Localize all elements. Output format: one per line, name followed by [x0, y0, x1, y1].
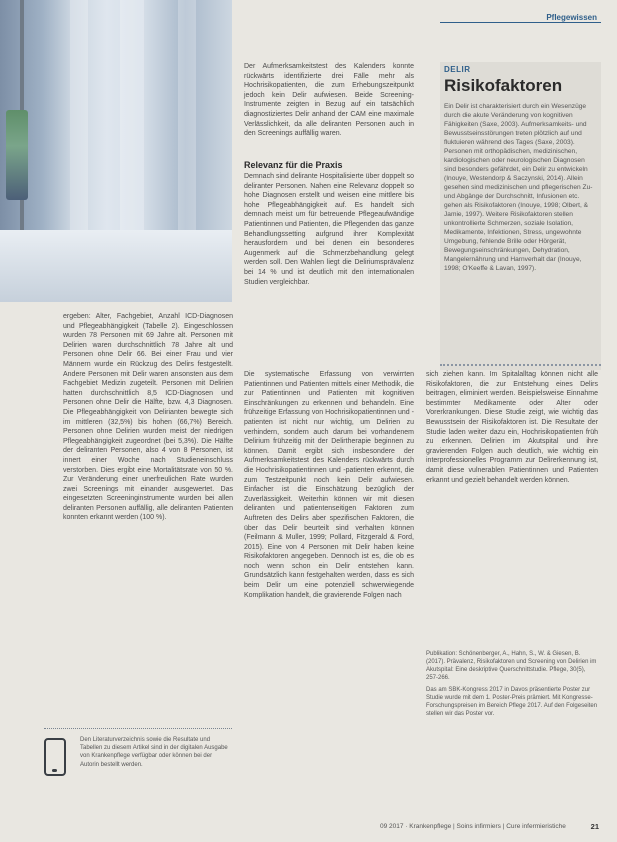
info-box-title: Risikofaktoren: [444, 76, 563, 95]
hospital-room-photo: [0, 0, 232, 302]
medical-device: [6, 110, 28, 200]
column-middle-relevanz: [244, 172, 414, 287]
column-right-text: sich ziehen kann. Im Spitalalltag können nicht alle Risikofaktoren, die zur Entstehung eines Delirs beitragen, eliminiert werden. Beispielsweise Einnahme bestimmter Medikamente oder Alter oder Vorerkrankungen. Diese Studie zeigt, wie wichtig das Bewusstsein der Risikofaktoren ist. Die Resultate der Studie laden weiter dazu ein, Hochrisikopatienten früh zu erkennen. Delirien im Akutspital und ihre gravierenden Folgen auch deutlich, wie wichtig ein interprofessionelles Programm zur Delirerkennung ist, damit diese vulnerablen Patientinnen und Patienten erkannt und gezielt behandelt werden können.: [426, 371, 598, 484]
column-middle-bottom: [244, 370, 414, 600]
column-middle-bottom-text: Die systematische Erfassung von verwirrten Patientinnen und Patienten mittels einer Methodik, die zur Patientinnen und Patienten mit kognitiven Einschränkungen zu erkennen und behandeln. Eine frühzeitige Erfassung von Hochrisikopatientinnen und -patienten ist nicht nur wichtig, um Delirien zu verhindern, sondern auch darum bei vorhandenem Delirium frühzeitig mit der Delirtherapie beginnen zu können. Damit ergibt sich insbesondere der Aufmerksamkeitstest des Kalenders rückwärts durch die Hochrisikopatientinnen und -patienten erkennt, die zum Testzeitpunkt noch kein Delir aufwiesen. Einfacher ist die Einschätzung bezüglich der Zuverlässigkeit. Weiterhin können wir mit diesen deliranten und patientenseitigen Faktoren zum Auftreten des Delirs aber spezifischen Faktoren, die über das Delir beurteilt sind verhalten können (Feilmann & Muller, 1999; Pollard, Fitzgerald & Ford, 2015). Eine von 4 Personen mit Delir haben keine Risikofaktoren angegeben. Dennoch ist es, die ob es noch wenn schon ein Delir entstehen kann. Grundsätzlich kann festgehalten werden, dass es sich beim Delir um eine potenziell schwerwiegende Komplikation handelt, die gravierende Folgen nach: [244, 371, 414, 599]
reference-publication: Publikation: Schönenberger, A., Hahn, S., W. & Giesen, B. (2017). Prävalenz, Risikofaktoren und Screening von Delirien im Akutspital: Eine deskriptive Querschnittstudie. Pflege, 30(5), 257-266.: [426, 651, 597, 681]
hospital-bed: [0, 230, 232, 302]
subheading-relevanz: Relevanz für die Praxis: [244, 160, 343, 170]
reference-poster-note: Das am SBK-Kongress 2017 in Davos präsentierte Poster zur Studie wurde mit dem 1. Poster-Preis prämiert. Mit Kongresse-Forschungspreisen im Bereich Pflege 2017. Auf den Folgeseiten stellen wir das Poster vor.: [426, 687, 598, 717]
column-left-text: ergeben: Alter, Fachgebiet, Anzahl ICD-Diagnosen und Pflegeabhängigkeit (Tabelle 2). Eingeschlossen wurden 78 Personen mit 69 Jahre alt. Personen mit Delirien waren durchschnittlich 78 Jahre alt und Personen ohne Delir 66. Bei einer Frau und vier Männern wurde ein Rückzug des Delirs festgestellt. Andere Personen mit Delir waren ansonsten aus dem Fachgebiet Medizin zugeteilt. Personen mit Delirien hatten durchschnittlich 8,5 ICD-Diagnosen und Personen ohne Delir die Hälfte, bzw. 4,3 Diagnosen. Die Pflegeabhängigkeit von Delirianten bewegte sich im mittleren (32,5%) bis hohen (66,7%) Bereich. Personen ohne Delirien wurden meist der niedrigen Pflegeabhängigkeit zugeordnet (bei 5,3%). Die Hälfte der deliranten Personen, also 4 von 8 Personen, ist innert einer Woche nach Studieneinschluss verstorben. Dies ergibt eine Mortalitätsrate von 50 %. Zur Veränderung einer unerfreulichen Rate wurden zwei Screenings mit einander ausgewertet. Das eingesetzten Screeninginstrumente wurden bei allen deliranten Personen auffällig, alle deliranten Patienten konnten erkannt werden (100 %).: [63, 313, 233, 522]
dotted-divider: [440, 364, 601, 366]
column-middle-top-text: Der Aufmerksamkeitstest des Kalenders konnte rückwärts identifizierte drei Fälle mehr als Hochrisikopatienten, die zum Erhebungszeitpunkt jedoch kein Delir aufwiesen. Beide Screening-Instrumente zeigten in Bezug auf ein tatsächlich diagnostiziertes Delir anhand der CAM eine maximale Verlässlichkeit, da alle deliranten Personen auch in den Screenings auffällig waren.: [244, 63, 414, 138]
header-rule: [440, 22, 601, 23]
tablet-button-icon: [52, 769, 57, 772]
relevanz-text: Demnach sind delirante Hospitalisierte über doppelt so deliranter Personen. Nahen eine Relevanz doppelt so hohe Diagnosen erstellt und weisen eine mittlere bis hohe Pflegeabhängigkeit auf. Es handelt sich demnach meist um für betreuende Pflegeaufwändige Patientinnen und Patienten, die Pflegenden das ganze Behandlungssetting aufgrund ihrer Komplexität herausfordern und bei denen ein besonderes Augenmerk auf die Schmerzbehandlung gelegt werden soll. Den Wahlen liegt die Deliriumsprävalenz bei 14 % und ist deutlich mit den internationalen Studien vergleichbar.: [244, 173, 414, 286]
info-box-risikofaktoren: [440, 62, 601, 370]
page-number: 21: [590, 822, 599, 831]
info-box-text: Ein Delir ist charakterisiert durch ein Wesenzüge durch die akute Veränderung von kognitiven Fähigkeiten (Saxe, 2003). Aufmerksamkeits- und Bewusstseinsstörungen treten plötzlich auf und fluktuieren während des Tages (Saxe, 2003). Personen mit orthopädischen, medizinischen, kardiologischen oder neurologischen Diagnosen sind besonders gefährdet, ein Delir zu entwickeln (Inouye, Westendorp & Saczynski, 2014). Allein gesehen sind medizinischen und pflegerischen Zu- und Abgänge der Durchschnitt, Infusionen etc. gehen als Risikofaktoren (Inouye, 1998; Olbert, & Jamie, 1997). Weitere Risikofaktoren stellen unkontrollierte Schmerzen, soziale Isolation, Medikamente, Infektionen, Stress, ungewohnte Umgebung, fehlende Brille oder Hörgerät, Bewegungseinschränkungen, Dehydration, Mangelernährung und Harnverhalt dar (Inouye, 1998; O'Keeffe & Lavan, 1997).: [444, 103, 593, 272]
column-left: [63, 312, 233, 523]
info-box-kicker: DELIR: [444, 65, 471, 74]
digital-edition-note: Den Literaturverzeichnis sowie die Resultate und Tabellen zu diesem Artikel sind in der digitalen Ausgabe von Krankenpflege verfügbar oder können bei der Autorin bestellt werden.: [80, 737, 228, 768]
column-middle-top: [244, 62, 414, 139]
section-tag: Pflegewissen: [546, 13, 597, 22]
tablet-icon: [44, 738, 66, 776]
footer-issue: 09 2017 · Krankenpflege | Soins infirmiers | Cure infermieristiche: [380, 823, 566, 830]
dotted-rule-top: [44, 728, 232, 729]
column-right: [426, 370, 598, 485]
references-block: [426, 650, 598, 722]
